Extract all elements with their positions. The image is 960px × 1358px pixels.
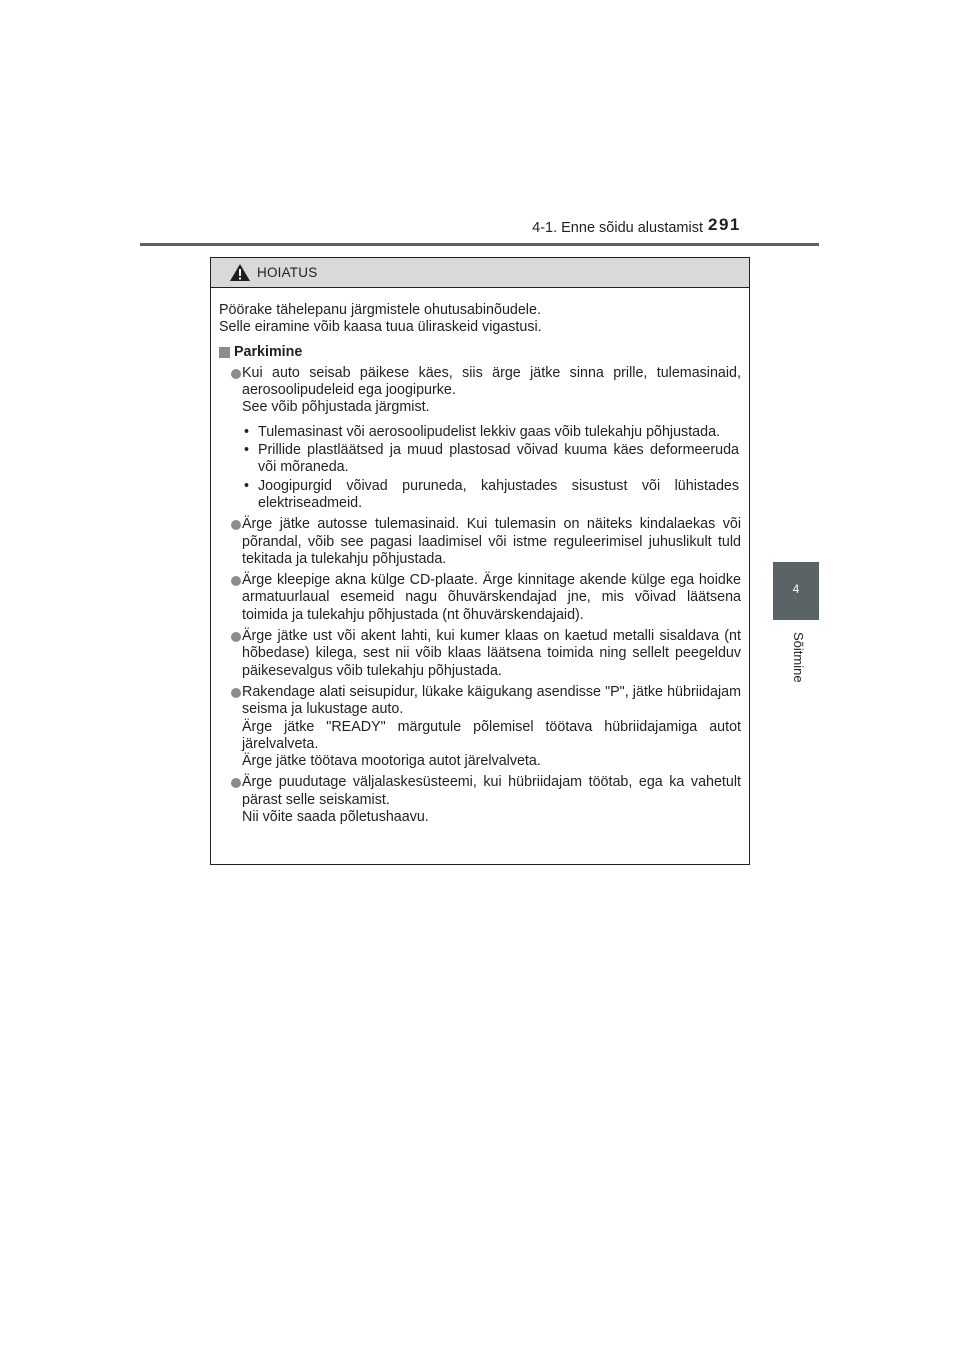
bullet-mark: •	[244, 442, 250, 459]
list-item-text: Ärge jätke ust või akent lahti, kui kumer klaas on kaetud metalli sisaldava (nt hõbedase) kilega, sest nii võib klaas läätsena toimida ning sellelt peegelduv päikesevalgus võib tulekahju põhjustada.	[242, 628, 741, 679]
sub-list-item-text: Tulemasinast või aerosoolipudelist lekkiv gaas võib tulekahju põhjustada.	[258, 423, 721, 440]
sub-list-item	[242, 442, 739, 477]
bullet-dot-icon	[231, 778, 241, 788]
list-item	[219, 628, 741, 680]
list-item-note: Nii võite saada põletushaavu.	[242, 809, 429, 826]
running-header-section: 4-1. Enne sõidu alustamist	[532, 220, 703, 236]
warning-header	[211, 258, 749, 288]
list-item	[219, 516, 741, 568]
list-item-text: Kui auto seisab päikese käes, siis ärge jätke sinna prille, tulemasinaid, aerosoolipudeleid ega joogipurke.	[242, 364, 741, 399]
warning-box	[210, 257, 750, 865]
list-item-text: Rakendage alati seisupidur, lükake käigukang asendisse "P", jätke hübriidajam seisma ja lukustage auto.	[242, 683, 741, 718]
bullet-mark: •	[244, 477, 250, 494]
sub-list-item-text: Prillide plastläätsed ja muud plastosad võivad kuuma käes deformeeruda või mõraneda.	[258, 442, 739, 476]
list-item	[219, 572, 741, 624]
sub-list	[242, 424, 741, 512]
chapter-tab: 4	[773, 562, 819, 620]
warning-title: HOIATUS	[257, 265, 318, 280]
square-bullet-icon	[219, 347, 230, 358]
warning-body	[211, 288, 749, 826]
list-item-note: See võib põhjustada järgmist.	[242, 399, 430, 416]
list-item-extra: Ärge jätke töötava mootoriga autot järelvalveta.	[242, 753, 541, 770]
header-rule	[140, 243, 819, 246]
page-number: 291	[708, 215, 741, 234]
bullet-mark: •	[244, 423, 250, 440]
sub-list-item-text: Joogipurgid võivad puruneda, kahjustades sisustust või lühistades elektriseadmeid.	[258, 477, 739, 511]
list-item	[219, 774, 741, 826]
bullet-dot-icon	[231, 688, 241, 698]
intro-line: Selle eiramine võib kaasa tuua üliraskeid vigastusi.	[219, 319, 542, 336]
list-item-text: Ärge kleepige akna külge CD-plaate. Ärge kinnitage akende külge ega hoidke armatuurlaual esemeid nagu õhuvärskendajad jne, mis võivad läätsena toimida ja tulekahju põhjustada (nt õhuvärskendajaid).	[242, 572, 741, 623]
bullet-dot-icon	[231, 520, 241, 530]
warning-triangle-icon	[229, 263, 251, 282]
section-heading-text: Parkimine	[234, 343, 303, 360]
bullet-dot-icon	[231, 632, 241, 642]
intro-line: Pöörake tähelepanu järgmistele ohutusabinõudele.	[219, 302, 541, 318]
list-item	[219, 684, 741, 770]
list-item-text: Ärge jätke autosse tulemasinaid. Kui tulemasin on näiteks kindalaekas või põrandal, võib see pagasi laadimisel või istme reguleerimisel juhuslikult tuld tekitada ja tulekahju põhjustada.	[242, 516, 741, 567]
section-heading	[219, 344, 741, 361]
list-item	[219, 365, 741, 512]
bullet-dot-icon	[231, 369, 241, 379]
bullet-dot-icon	[231, 576, 241, 586]
intro-text	[219, 302, 741, 337]
sub-list-item	[242, 424, 739, 441]
list-item-text: Ärge puudutage väljalaskesüsteemi, kui hübriidajam töötab, ega ka vahetult pärast selle seiskamist.	[242, 774, 741, 808]
list-item-extra: Ärge jätke "READY" märgutule põlemisel töötava hübriidajamiga autot järelvalveta.	[242, 718, 741, 752]
sub-list-item	[242, 478, 739, 513]
chapter-label: Sõitmine	[791, 632, 806, 683]
